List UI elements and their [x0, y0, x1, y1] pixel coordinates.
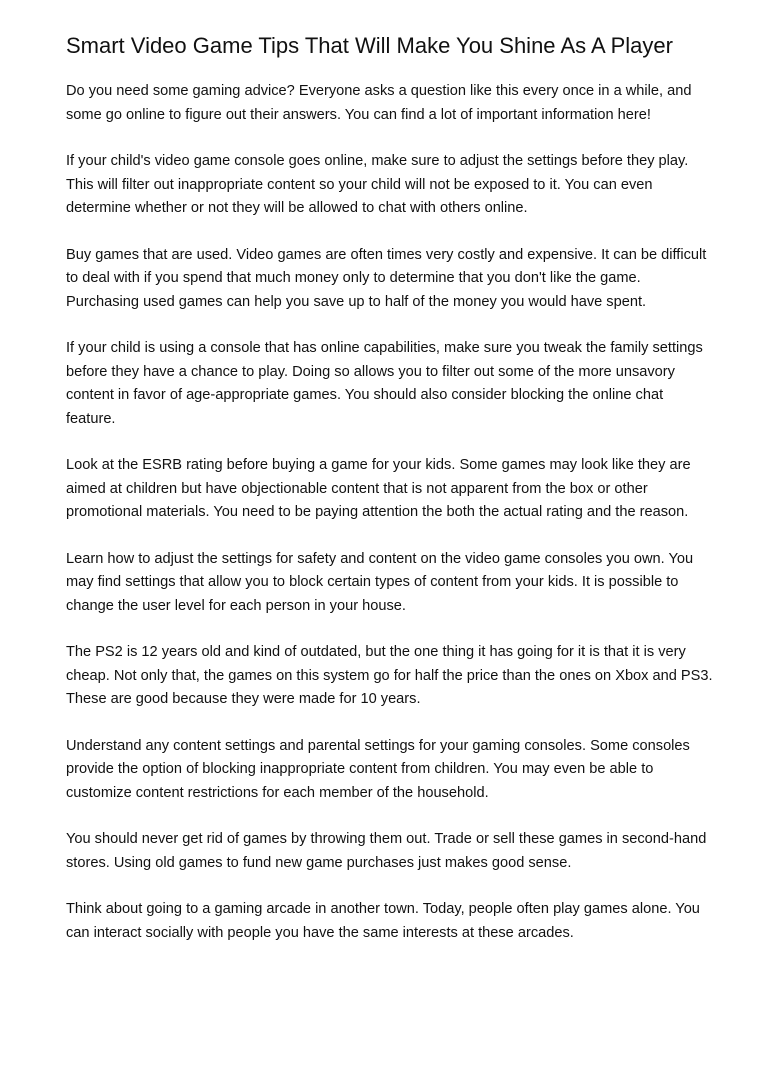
- paragraph-8: Understand any content settings and parental settings for your gaming consoles. Some consoles provide the option of blocking inappropriate content from children. You may even be able to customize content restrictions for each member of the household.: [66, 737, 690, 801]
- paragraph-7: The PS2 is 12 years old and kind of outdated, but the one thing it has going for it is that it is very cheap. Not only that, the games on this system go for half the price than the ones on Xbox and PS3. These are good because they were made for 10 years.: [66, 644, 713, 707]
- paragraph-5: Look at the ESRB rating before buying a game for your kids. Some games may look like they are aimed at children but have objectionable content that is not apparent from the box or other promotional materials. You need to be paying attention the both the actual rating and the reason.: [66, 457, 691, 520]
- paragraph-10: Think about going to a gaming arcade in another town. Today, people often play games alone. You can interact socially with people you have the same interests at these arcades.: [66, 901, 700, 941]
- paragraph-1: Do you need some gaming advice? Everyone asks a question like this every once in a while, and some go online to figure out their answers. You can find a lot of important information here!: [66, 83, 692, 123]
- paragraph-6: Learn how to adjust the settings for safety and content on the video game consoles you own. You may find settings that allow you to block certain types of content from your kids. It is possible to change the user level for each person in your house.: [66, 550, 694, 614]
- paragraph-2: If your child's video game console goes online, make sure to adjust the settings before they play. This will filter out inappropriate content so your child will not be exposed to it. You can even determine whether or not they will be allowed to chat with others online.: [66, 153, 689, 216]
- document-page: [66, 34, 714, 968]
- paragraph-4: If your child is using a console that has online capabilities, make sure you tweak the family settings before they have a chance to play. Doing so allows you to filter out some of the more unsavory content in favor of age-appropriate games. You should also consider blocking the online chat feature.: [66, 340, 703, 427]
- paragraph-9: You should never get rid of games by throwing them out. Trade or sell these games in second-hand stores. Using old games to fund new game purchases just makes good sense.: [66, 831, 707, 871]
- document-title: Smart Video Game Tips That Will Make You Shine As A Player: [66, 33, 673, 58]
- paragraph-3: Buy games that are used. Video games are often times very costly and expensive. It can be difficult to deal with if you spend that much money only to determine that you don't like the game. Purchasing used games can help you save up to half of the money you would have spent.: [66, 246, 707, 310]
